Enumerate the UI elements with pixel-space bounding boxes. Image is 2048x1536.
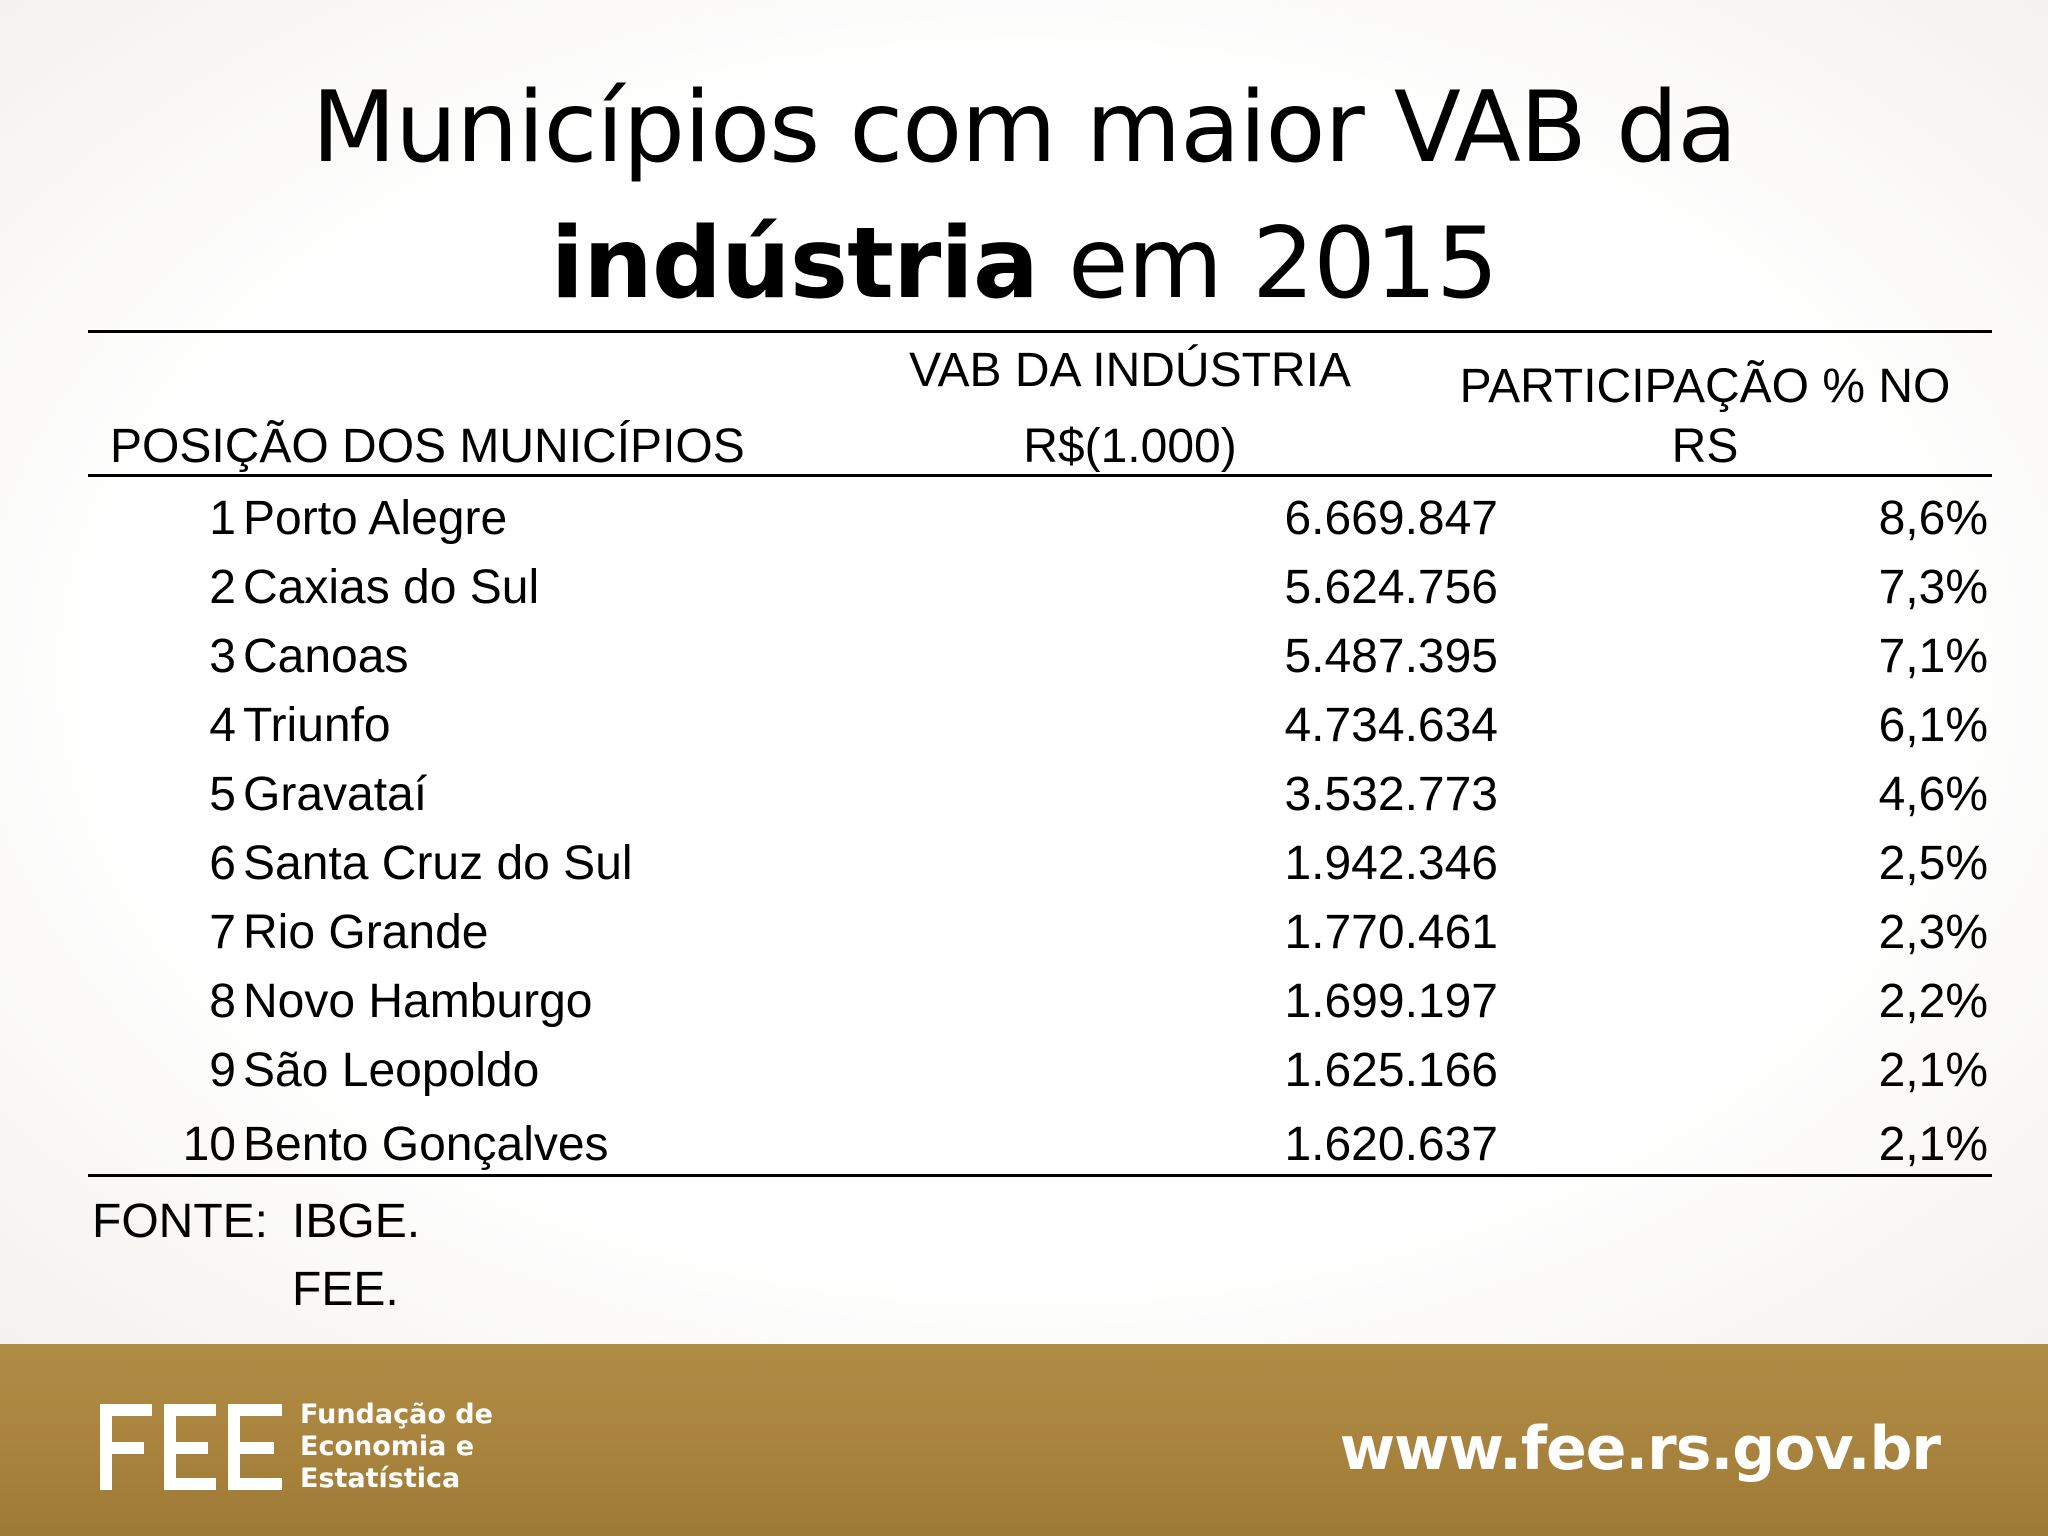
org-name [300, 1399, 493, 1495]
row-share-value: 2,2% [1878, 975, 1988, 1028]
row-share-value: 2,1% [1878, 1044, 1988, 1097]
title-line-2 [0, 196, 2048, 332]
row-municipality: Canoas [243, 630, 409, 683]
header-share-line1: PARTICIPAÇÃO % NO [1459, 360, 1951, 413]
row-position: 9 [209, 1044, 236, 1097]
table-bottom-rule [88, 1174, 1992, 1177]
footer-bar [0, 1344, 2048, 1536]
table-row [88, 484, 1992, 553]
row-municipality: Gravataí [243, 768, 428, 821]
row-position: 8 [209, 975, 236, 1028]
table-row [88, 829, 1992, 898]
row-vab-value: 3.532.773 [1284, 768, 1498, 821]
header-bottom-rule [88, 474, 1992, 477]
slide-title [0, 60, 2048, 332]
website-url[interactable]: www.fee.rs.gov.br [1339, 1414, 1940, 1484]
row-vab-value: 1.942.346 [1284, 837, 1498, 890]
row-share-value: 4,6% [1878, 768, 1988, 821]
table-row [88, 1110, 1992, 1179]
table-row [88, 553, 1992, 622]
source-label: FONTE: [92, 1195, 268, 1248]
row-position: 4 [209, 699, 236, 752]
table-row [88, 691, 1992, 760]
row-vab-value: 6.669.847 [1284, 492, 1498, 545]
row-share-value: 2,3% [1878, 906, 1988, 959]
row-position: 5 [209, 768, 236, 821]
source-line-2: FEE. [292, 1263, 399, 1316]
table-row [88, 967, 1992, 1036]
table-row [88, 622, 1992, 691]
table-row [88, 760, 1992, 829]
row-position: 10 [182, 1118, 236, 1171]
row-vab-value: 1.699.197 [1284, 975, 1498, 1028]
header-vab-line2: R$(1.000) [1023, 420, 1237, 473]
row-municipality: Santa Cruz do Sul [243, 837, 633, 890]
title-emphasis: indústria [550, 207, 1039, 321]
row-vab-value: 4.734.634 [1284, 699, 1498, 752]
row-share-value: 7,3% [1878, 561, 1988, 614]
row-municipality: Triunfo [243, 699, 391, 752]
table-top-rule [88, 330, 1992, 333]
row-share-value: 2,1% [1878, 1118, 1988, 1171]
header-vab-line1: VAB DA INDÚSTRIA [909, 344, 1351, 397]
row-municipality: Porto Alegre [243, 492, 508, 545]
row-position: 3 [209, 630, 236, 683]
row-municipality: Novo Hamburgo [243, 975, 593, 1028]
row-municipality: Caxias do Sul [243, 561, 540, 614]
row-position: 1 [209, 492, 236, 545]
row-position: 7 [209, 906, 236, 959]
row-position: 6 [209, 837, 236, 890]
row-vab-value: 1.770.461 [1284, 906, 1498, 959]
org-name-line-1: Fundação de [300, 1399, 493, 1430]
row-share-value: 2,5% [1878, 837, 1988, 890]
org-name-line-2: Economia e [300, 1431, 475, 1462]
source-line-1: IBGE. [292, 1195, 421, 1248]
row-vab-value: 5.624.756 [1284, 561, 1498, 614]
row-share-value: 6,1% [1878, 699, 1988, 752]
title-line-1: Municípios com maior VAB da [311, 71, 1737, 185]
row-share-value: 7,1% [1878, 630, 1988, 683]
row-vab-value: 1.620.637 [1284, 1118, 1498, 1171]
row-share-value: 8,6% [1878, 492, 1988, 545]
row-position: 2 [209, 561, 236, 614]
org-name-line-3: Estatística [300, 1463, 461, 1494]
table-row [88, 1036, 1992, 1105]
row-municipality: Bento Gonçalves [243, 1118, 609, 1171]
row-vab-value: 1.625.166 [1284, 1044, 1498, 1097]
fee-logo-icon [100, 1402, 290, 1496]
header-share-line2: RS [1671, 420, 1739, 473]
table-row [88, 898, 1992, 967]
title-line-2-rest: em 2015 [1038, 207, 1498, 321]
row-municipality: Rio Grande [243, 906, 489, 959]
row-municipality: São Leopoldo [243, 1044, 540, 1097]
header-position: POSIÇÃO DOS MUNICÍPIOS [110, 420, 745, 473]
row-vab-value: 5.487.395 [1284, 630, 1498, 683]
